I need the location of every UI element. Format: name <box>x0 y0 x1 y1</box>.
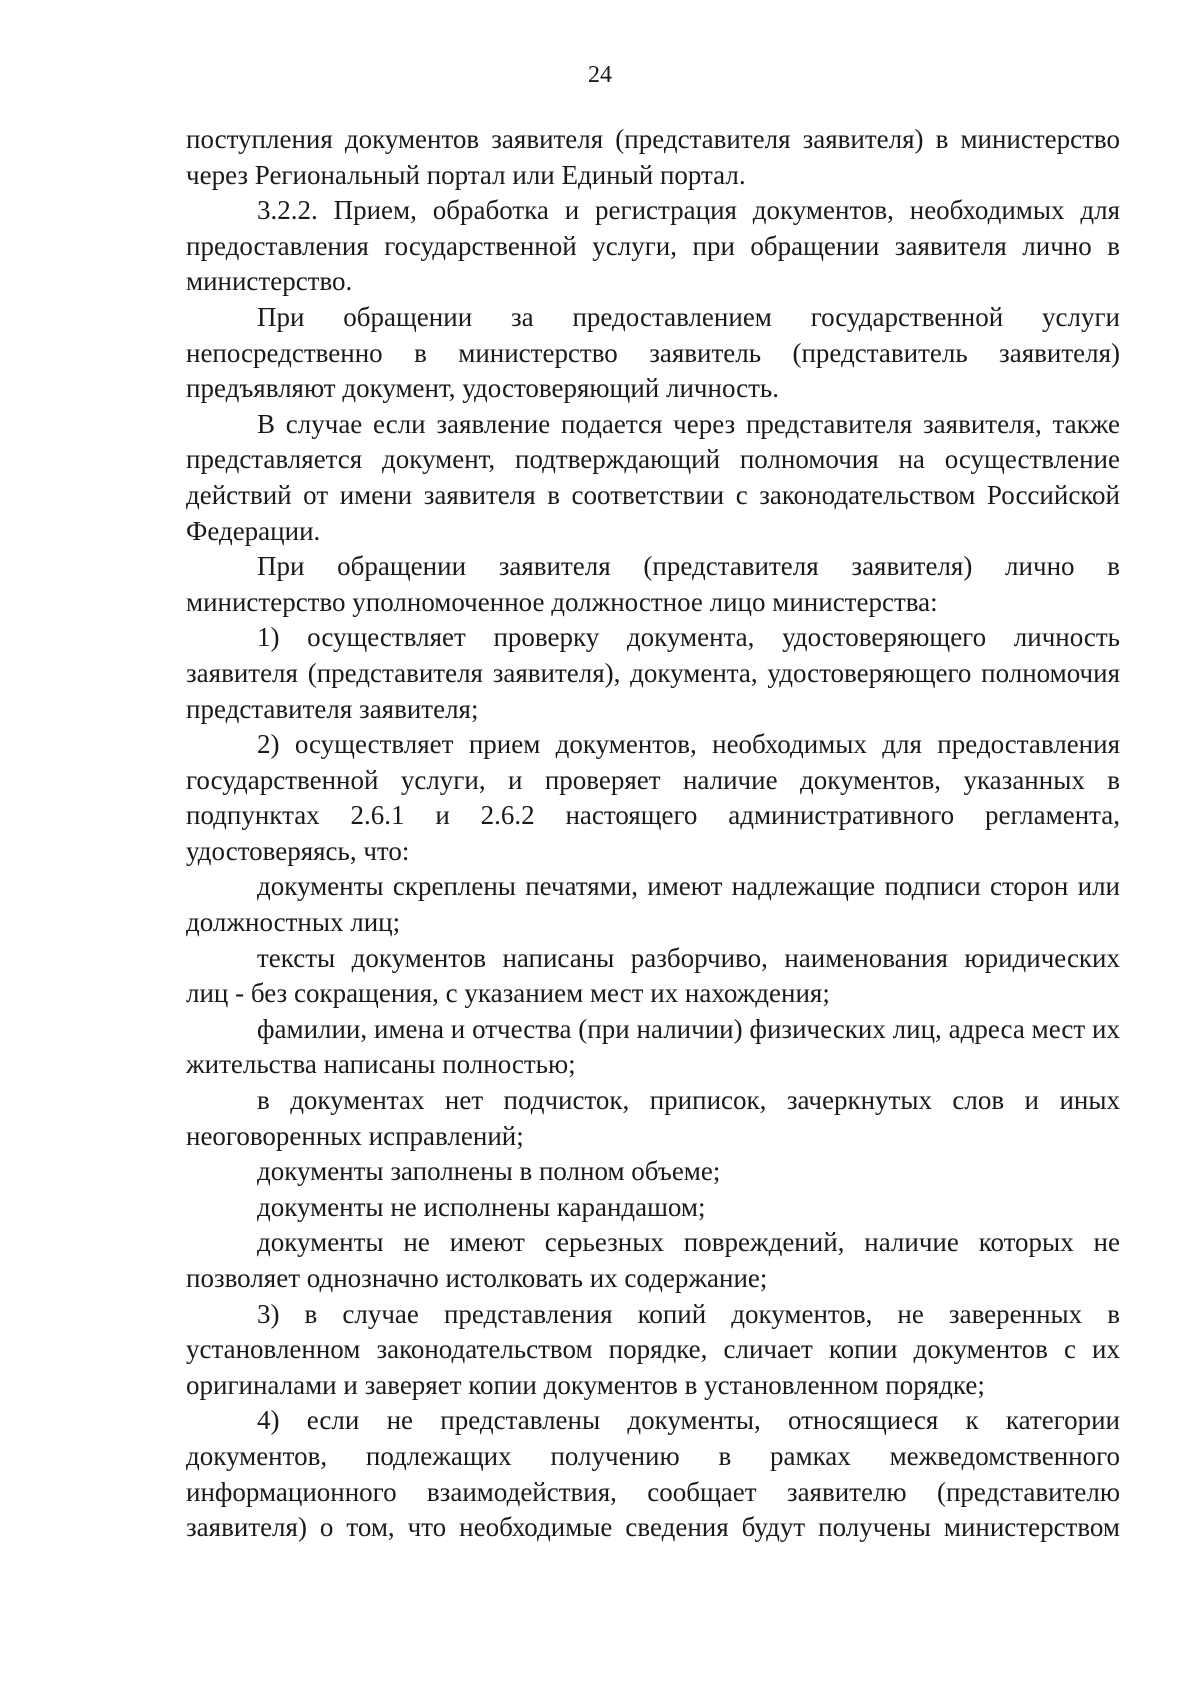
paragraph-representative: В случае если заявление подается через представителя заявителя, также представляется документ, подтверждающий полномочия на осуществление действий от имени заявителя в соответствии с законодательством Российской Федерации. <box>186 408 1120 546</box>
page-number: 24 <box>588 62 612 88</box>
list-item-1-identity-check: 1) осуществляет проверку документа, удостоверяющего личность заявителя (представителя заявителя), документа, удостоверяющего полномочия представителя заявителя; <box>186 622 1120 724</box>
paragraph-continuation: поступления документов заявителя (представителя заявителя) в министерство через Региональный портал или Единый портал. <box>186 124 1120 190</box>
paragraph-section-3-2-2: 3.2.2. Прием, обработка и регистрация документов, необходимых для предоставления государственной услуги, при обращении заявителя лично в министерство. <box>186 195 1120 297</box>
condition-no-damage: документы не имеют серьезных повреждений, наличие которых не позволяет однозначно истолковать их содержание; <box>186 1227 1120 1293</box>
condition-fully-filled: документы заполнены в полном объеме; <box>257 1156 721 1187</box>
list-item-2-document-intake: 2) осуществляет прием документов, необходимых для предоставления государственной услуги, и проверяет наличие документов, указанных в подпунктах 2.6.1 и 2.6.2 настоящего административного регламента, удостоверяясь, что: <box>186 729 1120 866</box>
document-body <box>186 122 1120 1546</box>
condition-no-corrections: в документах нет подчисток, приписок, зачеркнутых слов и иных неоговоренных исправлений; <box>186 1085 1120 1151</box>
paragraph-personal-appeal: При обращении за предоставлением государственной услуги непосредственно в министерство заявитель (представитель заявителя) предъявляют документ, удостоверяющий личность. <box>186 301 1120 404</box>
condition-legible-texts: тексты документов написаны разборчиво, наименования юридических лиц - без сокращения, с указанием мест их нахождения; <box>186 942 1120 1009</box>
paragraph-official-duties-intro: При обращении заявителя (представителя заявителя) лично в министерство уполномоченное должностное лицо министерства: <box>186 551 1120 617</box>
condition-seals-signatures: документы скреплены печатями, имеют надлежащие подписи сторон или должностных лиц; <box>186 871 1120 938</box>
condition-full-names: фамилии, имена и отчества (при наличии) физических лиц, адреса мест их жительства написаны полностью; <box>186 1013 1120 1080</box>
list-item-3-copies-verification: 3) в случае представления копий документов, не заверенных в установленном законодательством порядке, сличает копии документов с их оригиналами и заверяет копии документов в установленном порядке; <box>186 1298 1120 1400</box>
list-item-4-interagency-notice: 4) если не представлены документы, относящиеся к категории документов, подлежащих получению в рамках межведомственного информационного взаимодействия, сообщает заявителю (представителю заявителя) о том, что необходимые сведения будут получены министерством <box>186 1405 1120 1543</box>
condition-not-pencil: документы не исполнены карандашом; <box>257 1191 706 1222</box>
